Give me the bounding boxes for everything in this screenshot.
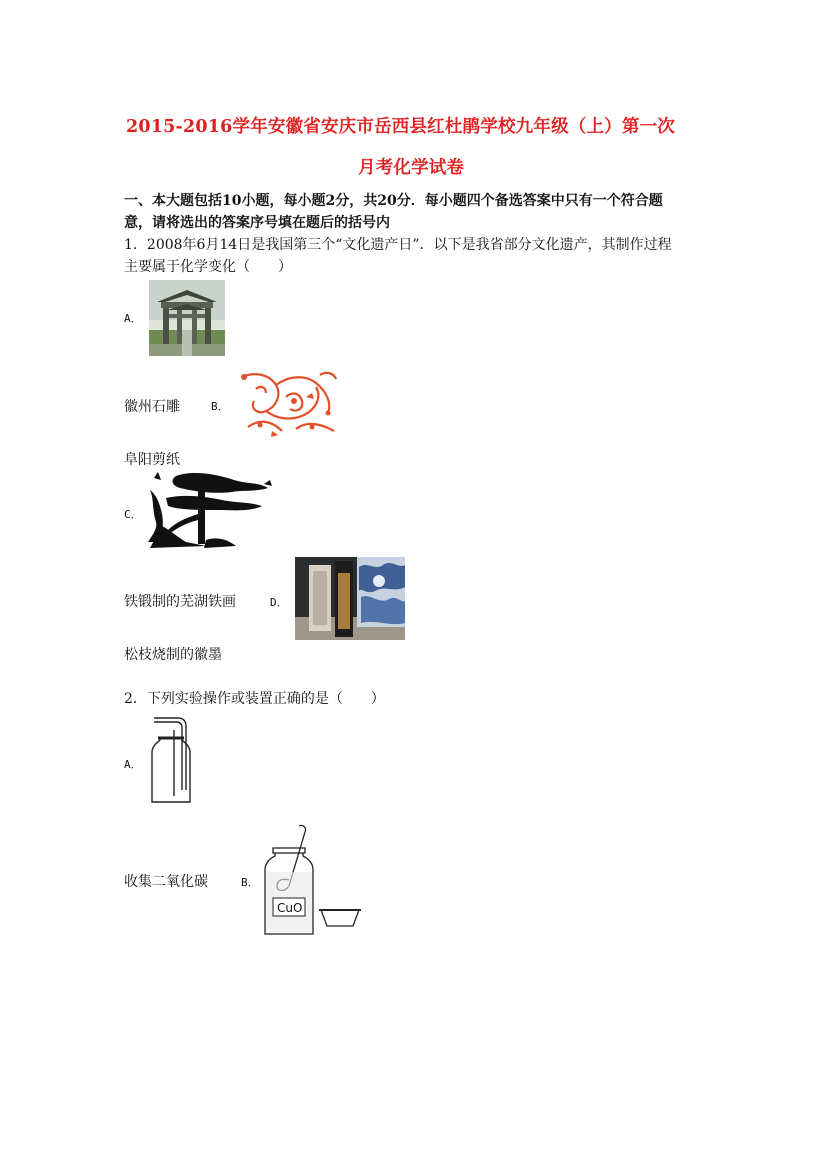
section-heading-line1: 一、本大题包括10小题，每小题2分，共20分．每小题四个备选答案中只有一个符合题 [124,193,663,209]
question-1-stem-line2: 主要属于化学变化（ ） [124,259,292,275]
q1-option-c-letter: C． [124,508,142,521]
cuo-label: CuO [277,901,303,915]
q1-option-d-caption: 松枝烧制的徽墨 [124,647,222,663]
q1-option-d-letter: D． [270,596,288,609]
gas-collection-bottle-diagram [148,716,194,806]
q1-option-b-letter: B． [211,400,229,413]
q1-option-b-caption: 阜阳剪纸 [124,452,180,468]
question-1-stem-line1: 1．2008年6月14日是我国第三个“文化遗产日”．以下是我省部分文化遗产，其制作过程 [124,237,672,253]
q2-option-a-letter: A． [124,758,142,771]
section-heading-line2: 意，请将选出的答案序号填在题后的括号内 [124,215,390,231]
huizhou-ink-stick-image [295,557,405,640]
cuo-reagent-bottle-diagram [263,822,363,938]
paper-cut-phoenix-image [236,367,342,439]
stone-archway-image [149,280,225,356]
question-2-stem: 2．下列实验操作或装置正确的是（ ） [124,691,385,707]
page-title-line1: 2015-2016学年安徽省安庆市岳西县红杜鹃学校九年级（上）第一次 [126,117,675,137]
iron-painting-pine-image [146,470,274,550]
q1-option-a-caption: 徽州石雕 [124,399,180,415]
q2-option-a-caption: 收集二氧化碳 [124,874,208,890]
page-title-line2: 月考化学试卷 [358,158,465,178]
q1-option-a-letter: A． [124,312,142,325]
q1-option-c-caption: 铁锻制的芜湖铁画 [124,594,236,610]
q2-option-b-letter: B． [241,876,259,889]
